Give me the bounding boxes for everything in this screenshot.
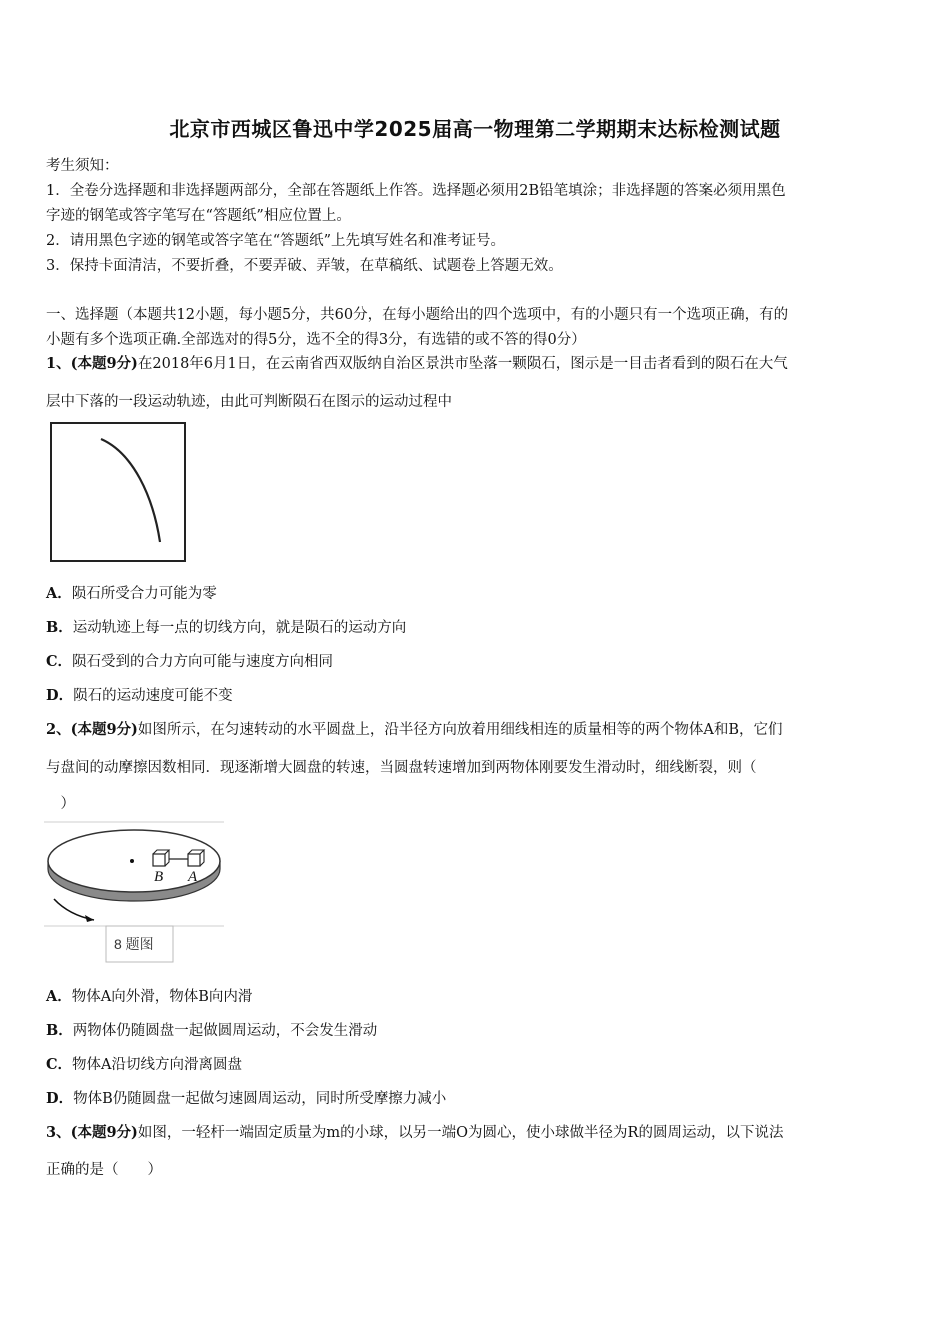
- question-2-stem: [46, 718, 783, 739]
- question-3-stem-cont: 正确的是（ ）: [46, 1162, 162, 1178]
- question-number: 3、: [46, 1124, 71, 1141]
- meteor-trajectory-figure: [48, 421, 188, 565]
- notice-item: 字迹的钢笔或答字笔写在“答题纸”相应位置上。: [46, 208, 351, 224]
- block-b: [153, 854, 165, 866]
- question-score: (本题9分): [70, 1124, 138, 1141]
- question-1-stem-cont: 层中下落的一段运动轨迹，由此可判断陨石在图示的运动过程中: [46, 394, 452, 410]
- question-2-stem-end: ）: [46, 796, 75, 812]
- section-intro-line: 小题有多个选项正确.全部选对的得5分，选不全的得3分，有选错的或不答的得0分）: [46, 332, 586, 348]
- label-b: B: [154, 869, 164, 885]
- question-1-option-d[interactable]: D．陨石的运动速度可能不变: [46, 687, 233, 704]
- rotating-disk-figure: [44, 818, 226, 964]
- question-1-option-b[interactable]: B．运动轨迹上每一点的切线方向，就是陨石的运动方向: [46, 619, 407, 636]
- question-text: 如图所示，在匀速转动的水平圆盘上，沿半径方向放着用细线相连的质量相等的两个物体A和B，它们: [137, 722, 783, 738]
- block-a: [188, 854, 200, 866]
- question-score: (本题9分): [70, 721, 138, 738]
- disk-center-dot: [130, 859, 134, 863]
- label-a: A: [188, 869, 198, 885]
- notice-item: 1．全卷分选择题和非选择题两部分，全部在答题纸上作答。选择题必须用2B铅笔填涂；非选择题的答案必须用黑色: [46, 183, 786, 199]
- figure-frame: [51, 423, 185, 561]
- question-3-stem: [46, 1121, 783, 1142]
- question-2-option-d[interactable]: D．物体B仍随圆盘一起做匀速圆周运动，同时所受摩擦力减小: [46, 1090, 447, 1107]
- notice-heading: 考生须知：: [46, 158, 119, 174]
- question-1-stem: [46, 352, 788, 373]
- question-number: 1、: [46, 355, 71, 372]
- figure-caption: 8 题图: [114, 936, 154, 952]
- question-2-option-b[interactable]: B．两物体仍随圆盘一起做圆周运动，不会发生滑动: [46, 1022, 378, 1039]
- question-number: 2、: [46, 721, 71, 738]
- trajectory-curve: [101, 439, 160, 542]
- section-intro-line: 一、选择题（本题共12小题，每小题5分，共60分，在每小题给出的四个选项中，有的小题只有一个选项正确，有的: [46, 307, 789, 323]
- rotation-arrowhead: [85, 915, 94, 922]
- page-title: 北京市西城区鲁迅中学2025届高一物理第二学期期末达标检测试题: [169, 117, 781, 141]
- question-1-option-c[interactable]: C．陨石受到的合力方向可能与速度方向相同: [46, 653, 334, 670]
- question-score: (本题9分): [70, 355, 138, 372]
- question-2-option-c[interactable]: C．物体A沿切线方向滑离圆盘: [46, 1056, 243, 1073]
- question-1-option-a[interactable]: A．陨石所受合力可能为零: [46, 585, 217, 602]
- question-2-option-a[interactable]: A．物体A向外滑，物体B向内滑: [46, 988, 253, 1005]
- question-text: 如图，一轻杆一端固定质量为m的小球，以另一端O为圆心，使小球做半径为R的圆周运动，以下说法: [137, 1125, 784, 1141]
- notice-item: 2．请用黑色字迹的钢笔或答字笔在“答题纸”上先填写姓名和准考证号。: [46, 233, 506, 249]
- question-2-stem-cont: 与盘间的动摩擦因数相同．现逐渐增大圆盘的转速，当圆盘转速增加到两物体刚要发生滑动时，细线断裂，则（: [46, 760, 757, 776]
- notice-item: 3．保持卡面清洁，不要折叠，不要弄破、弄皱，在草稿纸、试题卷上答题无效。: [46, 258, 563, 274]
- question-text: 在2018年6月1日，在云南省西双版纳自治区景洪市坠落一颗陨石，图示是一目击者看到的陨石在大气: [137, 356, 788, 372]
